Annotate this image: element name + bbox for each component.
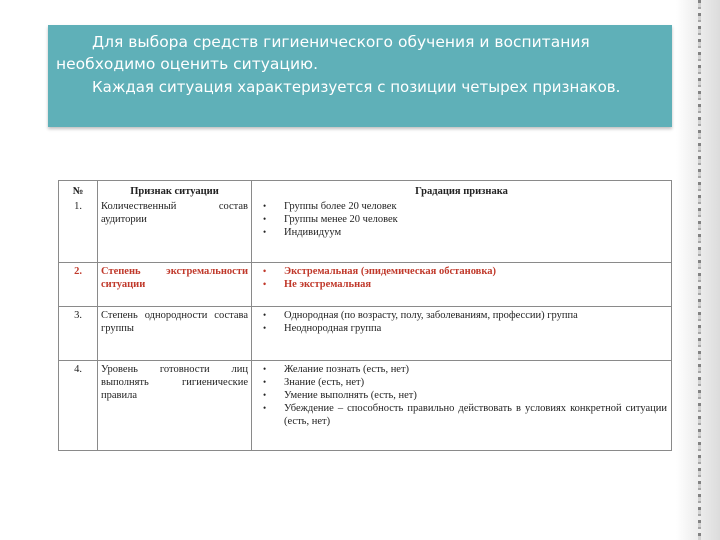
gradation-item: • Не экстремальная (256, 278, 667, 291)
gradation-item: • Индивидуум (256, 226, 667, 239)
row-sign: Степень однородности состава группы (98, 306, 252, 360)
header-sign: Признак ситуации (98, 181, 252, 199)
gradation-item: • Убеждение – способность правильно действовать в условиях конкретной ситуации (есть, нет) (256, 402, 667, 428)
row-number: 3. (59, 306, 98, 360)
table-row (59, 262, 672, 306)
gradation-item: • Экстремальная (эпидемическая обстановка) (256, 265, 667, 278)
row-gradations (252, 306, 672, 360)
gradation-item: • Однородная (по возрасту, полу, заболеваниям, профессии) группа (256, 309, 667, 322)
torn-page-edge (676, 0, 720, 540)
gradation-item: • Желание познать (есть, нет) (256, 363, 667, 376)
banner-line-3: Каждая ситуация характеризуется с позиции четырех признаков. (92, 78, 621, 96)
row-gradations (252, 262, 672, 306)
gradation-item: • Группы менее 20 человек (256, 213, 667, 226)
row-sign: Количественный состав аудитории (98, 198, 252, 262)
banner-line-1: Для выбора средств гигиенического обучения и воспитания (92, 33, 590, 51)
row-number: 4. (59, 360, 98, 450)
row-sign: Степень экстремальности ситуации (98, 262, 252, 306)
header-gradation: Градация признака (252, 181, 672, 199)
header-number: № (59, 181, 98, 199)
table-row (59, 360, 672, 450)
gradation-item: • Группы более 20 человек (256, 200, 667, 213)
gradation-item: • Неоднородная группа (256, 322, 667, 335)
table-row (59, 306, 672, 360)
situation-table-wrapper (58, 180, 672, 451)
title-banner (48, 25, 672, 127)
row-number: 1. (59, 198, 98, 262)
row-sign: Уровень готовности лиц выполнять гигиенические правила (98, 360, 252, 450)
table-row (59, 198, 672, 262)
row-gradations (252, 198, 672, 262)
table-header-row (59, 181, 672, 199)
banner-line-2: необходимо оценить ситуацию. (56, 55, 319, 73)
gradation-item: • Умение выполнять (есть, нет) (256, 389, 667, 402)
gradation-item: • Знание (есть, нет) (256, 376, 667, 389)
row-gradations (252, 360, 672, 450)
row-number: 2. (59, 262, 98, 306)
situation-table (58, 180, 672, 451)
